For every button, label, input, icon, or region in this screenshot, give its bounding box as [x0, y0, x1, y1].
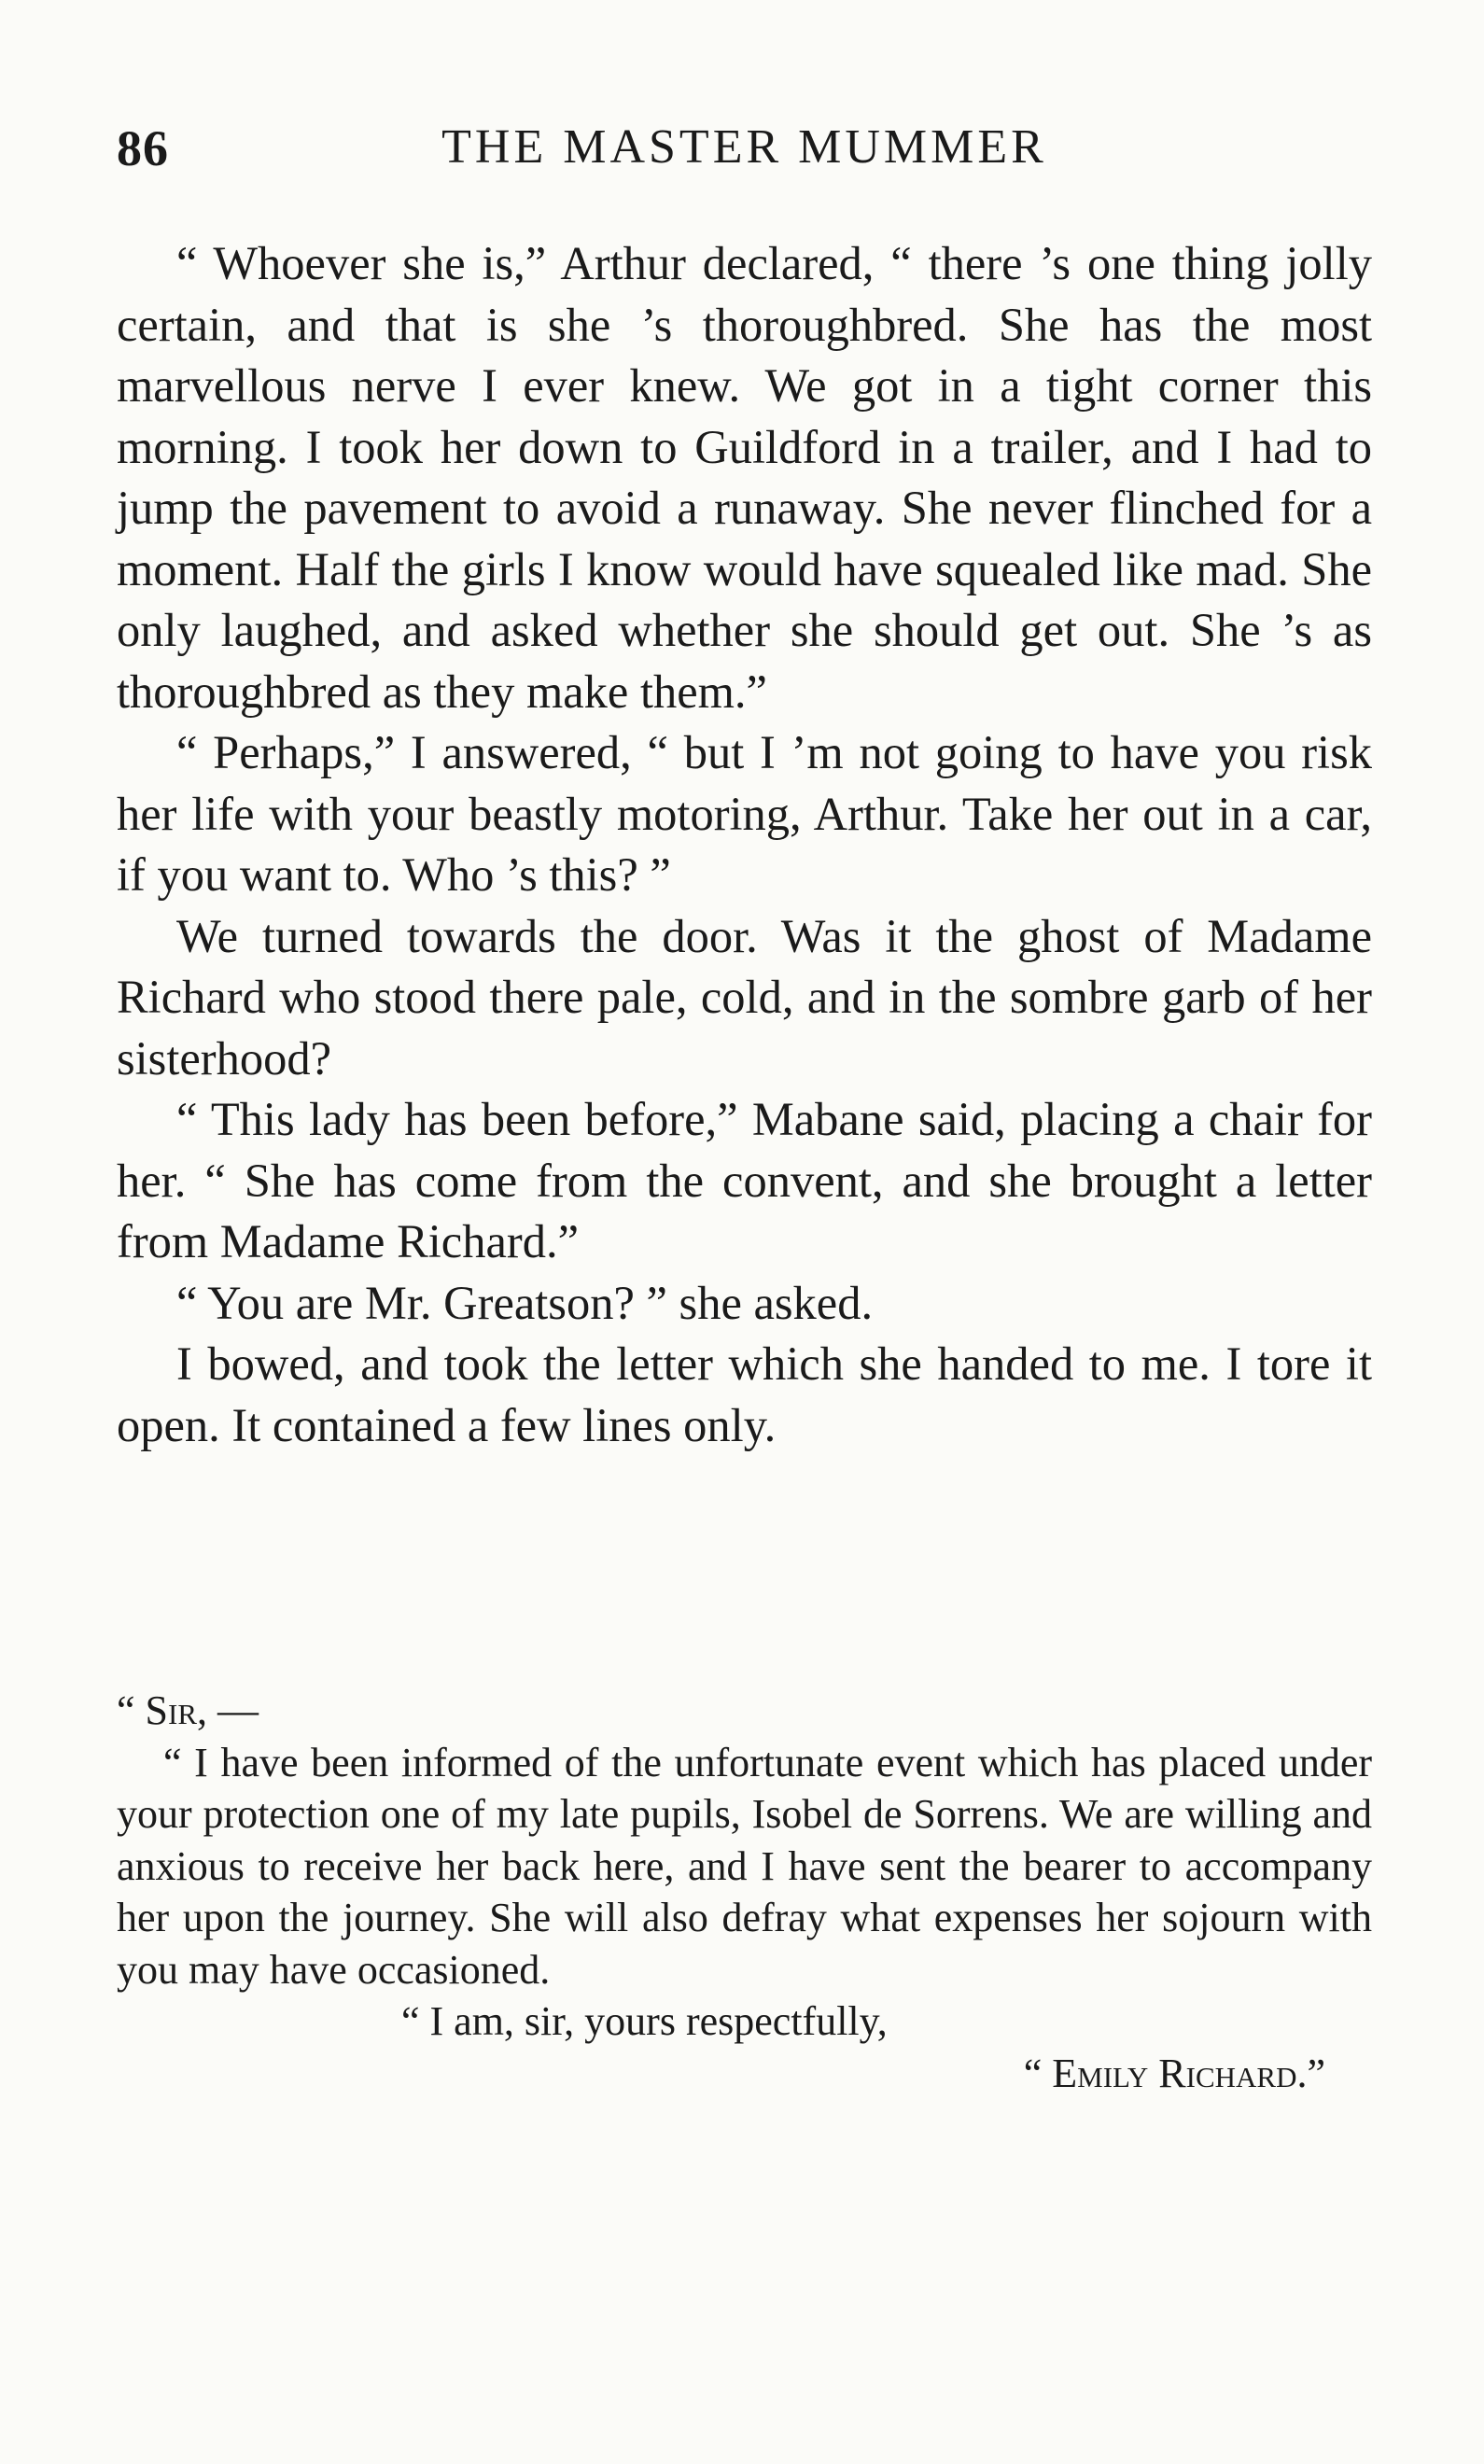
- paragraph: “ Whoever she is,” Arthur declared, “ there ’s one thing jolly certain, and that is she ’s thoroughbred. She has the most marvellous nerve I ever knew. We got in a tight corner this morning. I took her down to Guildford in a trailer, and I had to jump the pavement to avoid a runaway. She never flinched for a moment. Half the girls I know would have squealed like mad. She only laughed, and asked whether she should get out. She ’s as thoroughbred as they make them.”: [117, 237, 1372, 718]
- letter-closing: “ I am, sir, yours respectfully,: [401, 1998, 888, 2044]
- letter-salutation: “ Sir, —: [117, 1687, 259, 1733]
- paragraph: We turned towards the door. Was it the ghost of Madame Richard who stood there pale, cold, and in the sombre garb of her sisterhood?: [117, 909, 1372, 1085]
- paragraph: “ This lady has been before,” Mabane said, placing a chair for her. “ She has come from the convent, and she brought a letter from Madame Richard.”: [117, 1093, 1372, 1267]
- letter-signature: “ Emily Richard.”: [1023, 2050, 1325, 2096]
- paragraph: “ You are Mr. Greatson? ” she asked.: [176, 1276, 874, 1329]
- page-number: 86: [117, 120, 169, 176]
- paragraph: “ Perhaps,” I answered, “ but I ’m not going to have you risk her life with your beastly motoring, Arthur. Take her out in a car, if you want to. Who ’s this? ”: [117, 726, 1372, 901]
- quoted-letter: [117, 1685, 1372, 2099]
- running-title: THE MASTER MUMMER: [441, 120, 1047, 174]
- letter-body: “ I have been informed of the unfortunate event which has placed under your protection one of my late pupils, Isobel de Sorrens. We are willing and anxious to receive her back here, and I have sent the bearer to accompany her upon the journey. She will also defray what expenses her sojourn with you may have occasioned.: [117, 1739, 1372, 1993]
- body-text: [117, 233, 1372, 1456]
- paragraph: I bowed, and took the letter which she handed to me. I tore it open. It contained a few lines only.: [117, 1337, 1372, 1451]
- page-header: [117, 119, 1372, 185]
